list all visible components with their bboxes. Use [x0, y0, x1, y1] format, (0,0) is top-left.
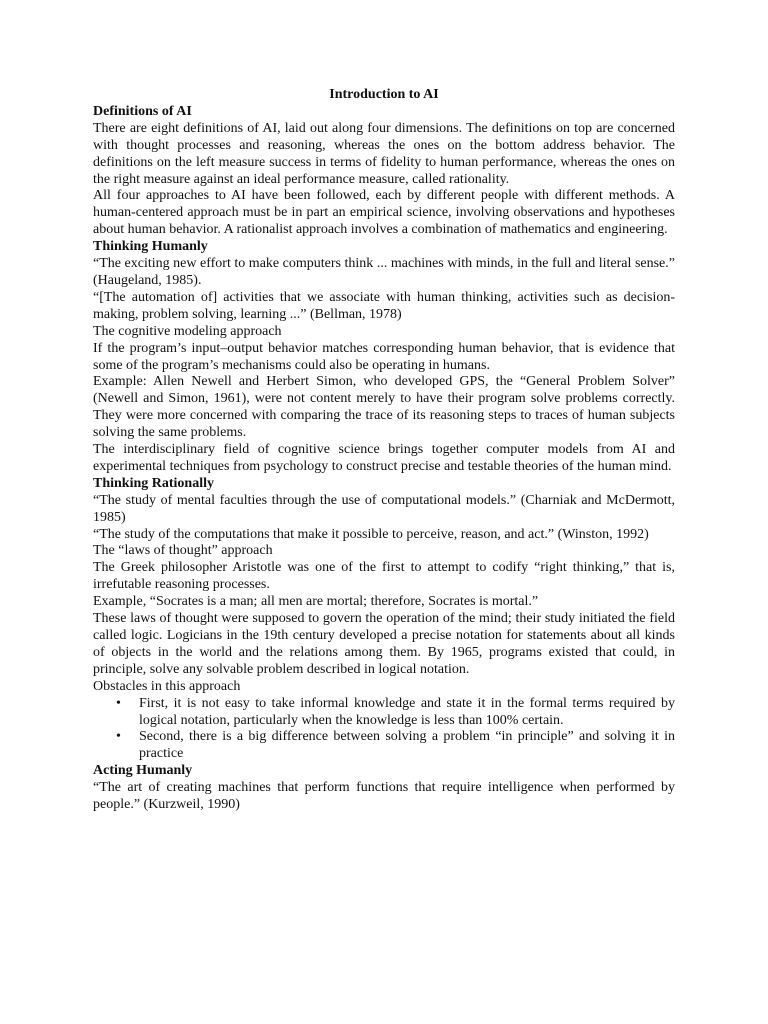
document-page	[93, 87, 675, 814]
paragraph-input-output: If the program’s input–output behavior matches corresponding human behavior, that is evidence that some of the program’s mechanisms could also be operating in humans.	[93, 340, 675, 373]
subheading-cognitive-modeling: The cognitive modeling approach	[93, 323, 282, 339]
quote-bellman: “[The automation of] activities that we associate with human thinking, activities such as decision-making, problem solving, learning ...” (Bellman, 1978)	[93, 289, 675, 322]
paragraph-gps-example: Example: Allen Newell and Herbert Simon, who developed GPS, the “General Problem Solver” (Newell and Simon, 1961), were not content merely to have their program solve problems correctly. They were more concerned with comparing the trace of its reasoning steps to traces of human subjects solving the same problems.	[93, 374, 675, 441]
list-item-text: Second, there is a big difference between solving a problem “in principle” and solving it in practice	[139, 729, 675, 762]
obstacles-list	[93, 696, 675, 764]
paragraph-cognitive-science: The interdisciplinary field of cognitive science brings together computer models from AI and experimental techniques from psychology to construct precise and testable theories of the human mind.	[93, 442, 675, 474]
subheading-obstacles: Obstacles in this approach	[93, 678, 241, 694]
paragraph-logic: These laws of thought were supposed to govern the operation of the mind; their study initiated the field called logic. Logicians in the 19th century developed a precise notation for statements about all kinds of objects in the world and the relations among them. By 1965, programs existed that could, in principle, solve any solvable problem described in logical notation.	[93, 611, 675, 677]
bullet-icon: •	[116, 695, 121, 711]
heading-thinking-humanly: Thinking Humanly	[93, 239, 208, 255]
quote-charniak: “The study of mental faculties through the use of computational models.” (Charniak and McDermott, 1985)	[93, 492, 675, 525]
quote-kurzweil: “The art of creating machines that perform functions that require intelligence when performed by people.” (Kurzweil, 1990)	[93, 780, 675, 813]
bullet-icon: •	[116, 729, 121, 745]
list-item	[116, 695, 675, 730]
paragraph-aristotle: The Greek philosopher Aristotle was one of the first to attempt to codify “right thinking,” that is, irrefutable reasoning processes.	[93, 560, 675, 593]
heading-acting-humanly: Acting Humanly	[93, 763, 193, 779]
paragraph-socrates-example: Example, “Socrates is a man; all men are mortal; therefore, Socrates is mortal.”	[93, 594, 539, 610]
document-title: Introduction to AI	[329, 87, 439, 102]
list-item-text: First, it is not easy to take informal knowledge and state it in the formal terms required by logical notation, particularly when the knowledge is less than 100% certain.	[139, 695, 675, 728]
heading-definitions-of-ai: Definitions of AI	[93, 103, 192, 119]
subheading-laws-of-thought: The “laws of thought” approach	[93, 543, 273, 559]
quote-winston: “The study of the computations that make it possible to perceive, reason, and act.” (Winston, 1992)	[93, 526, 649, 542]
paragraph-definitions-intro: There are eight definitions of AI, laid out along four dimensions. The definitions on top are concerned with thought processes and reasoning, whereas the ones on the bottom address behavior. The definitions on the left measure success in terms of fidelity to human performance, whereas the ones on the right measure against an ideal performance measure, called rationality.	[93, 120, 675, 187]
quote-haugeland: “The exciting new effort to make computers think ... machines with minds, in the full and literal sense.” (Haugeland, 1985).	[93, 256, 675, 288]
paragraph-four-approaches: All four approaches to AI have been followed, each by different people with different methods. A human-centered approach must be in part an empirical science, involving observations and hypotheses about human behavior. A rationalist approach involves a combination of mathematics and engineering.	[93, 188, 675, 238]
heading-thinking-rationally: Thinking Rationally	[93, 475, 214, 491]
list-item	[116, 729, 675, 763]
